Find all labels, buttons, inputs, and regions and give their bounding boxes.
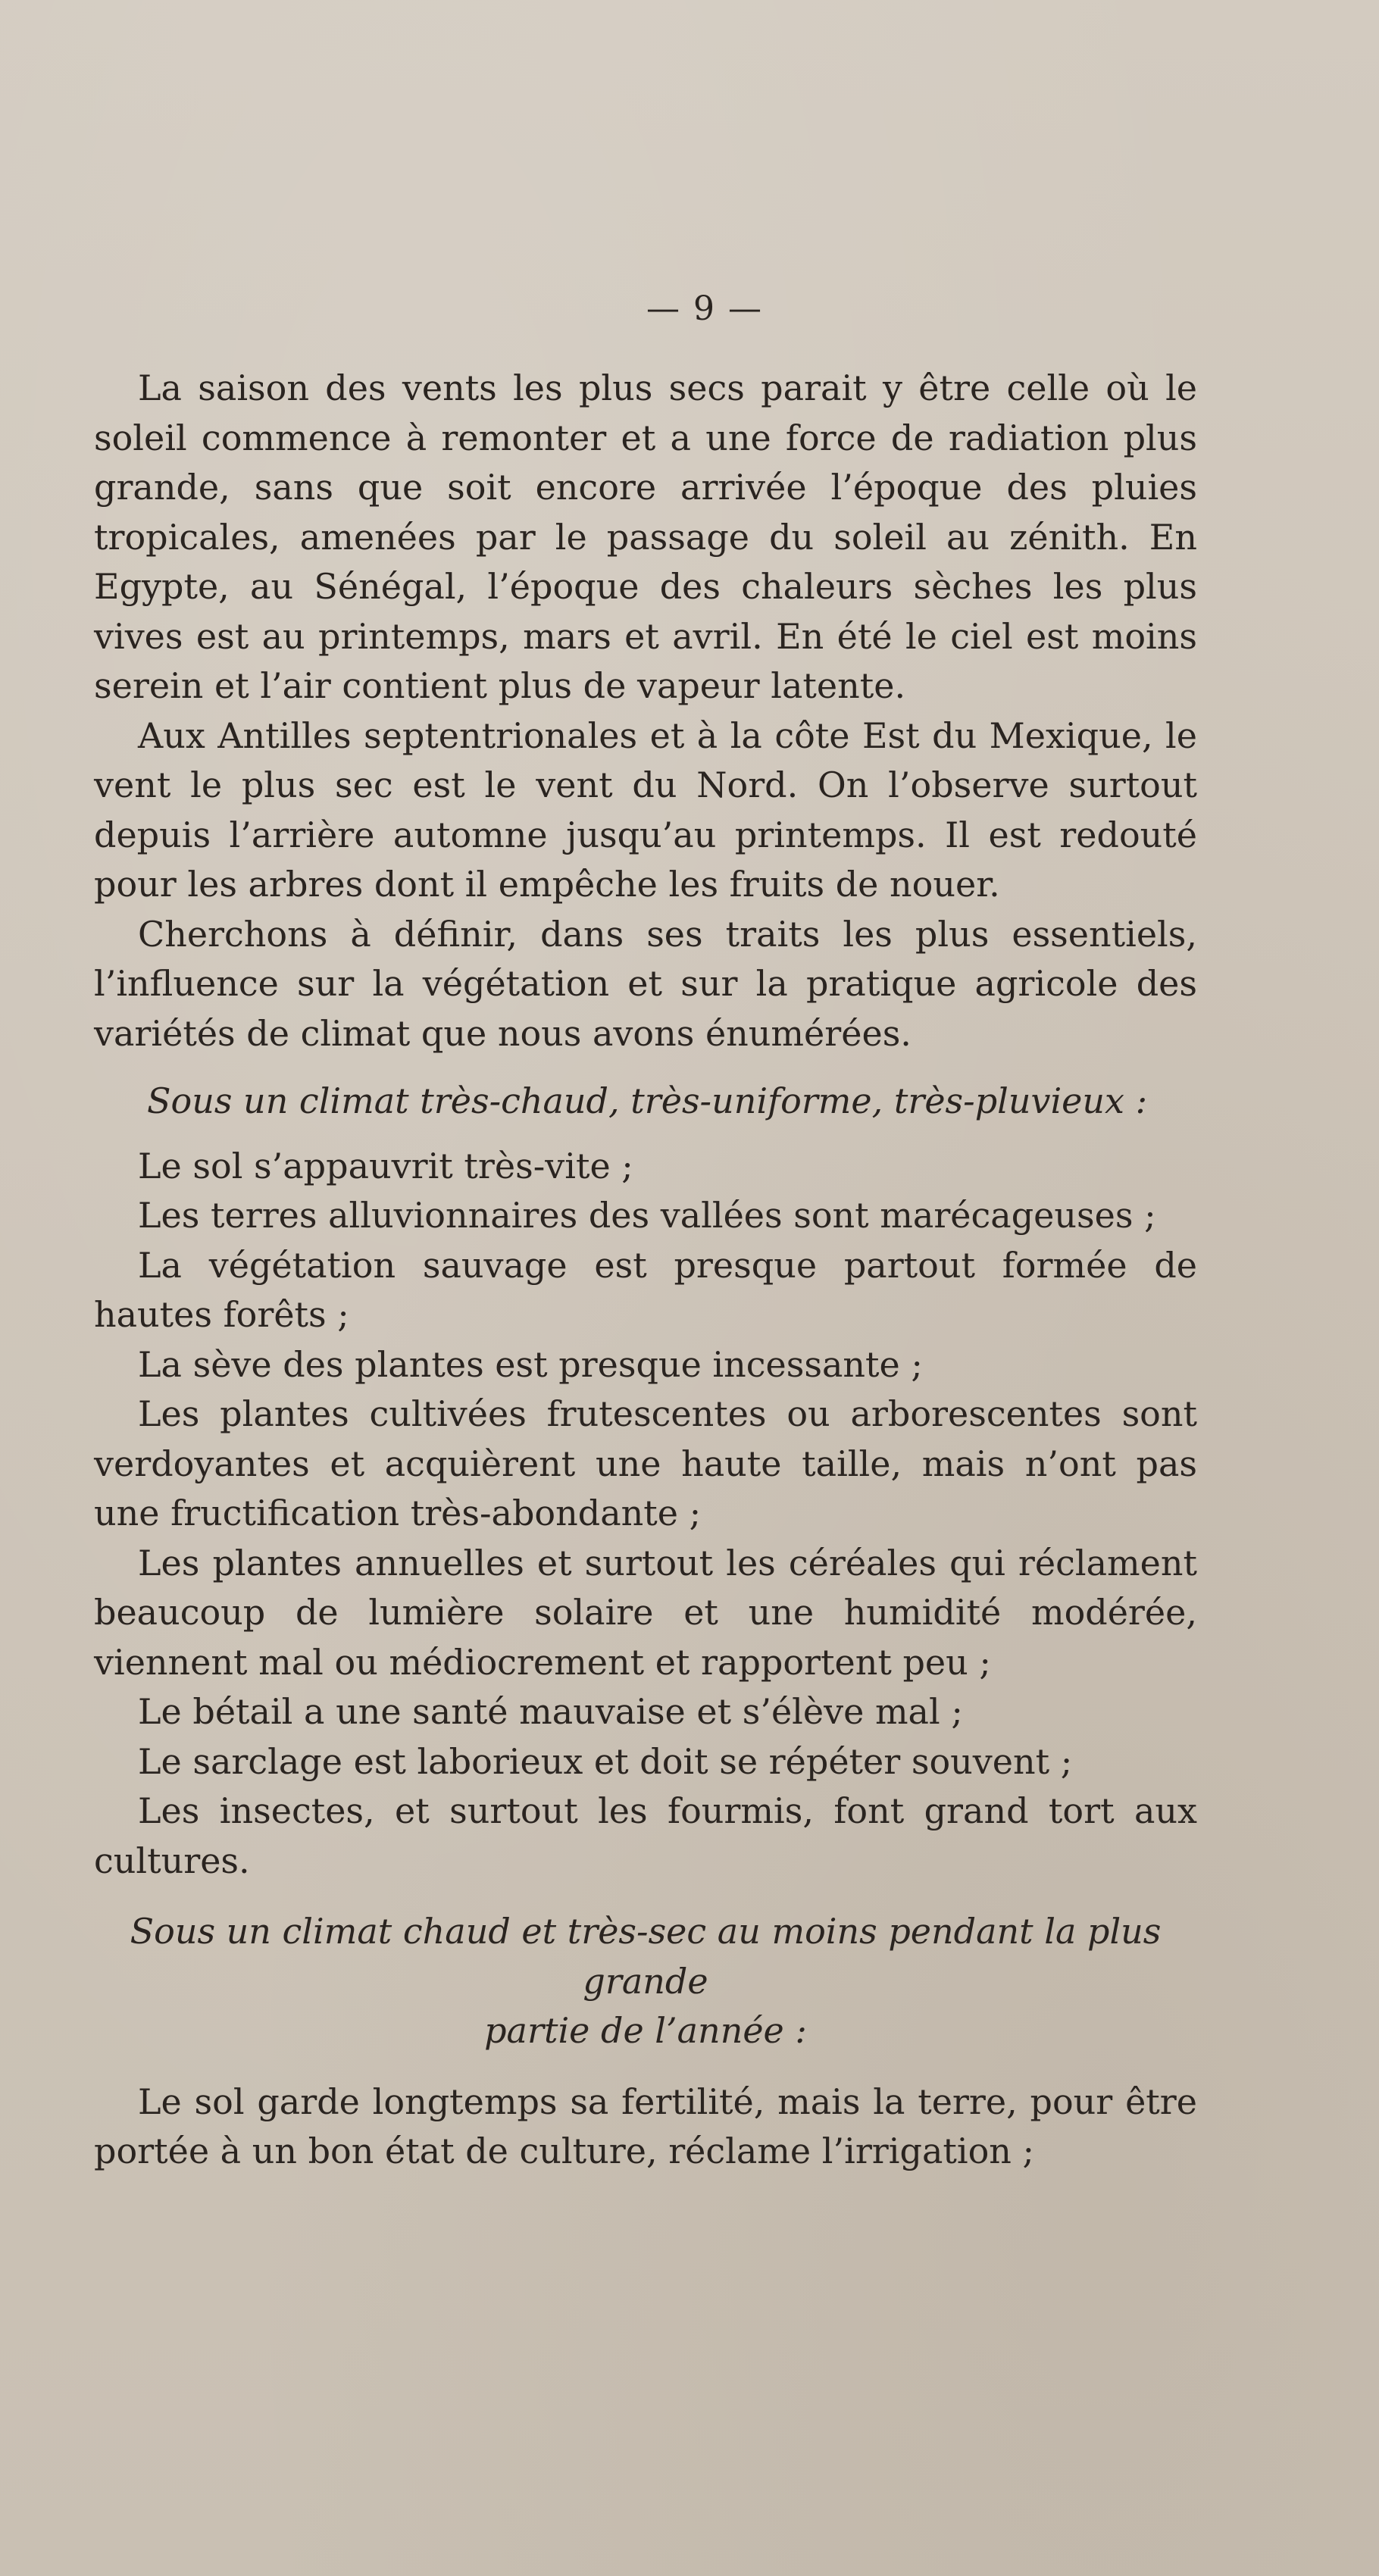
list-item: La sève des plantes est presque incessante ;: [138, 1343, 923, 1385]
paragraph: Cherchons à définir, dans ses traits les plus essentiels, l’influence sur la végétation et sur la pratique agricole des variétés de climat que nous avons énumérées.: [94, 913, 1197, 1054]
list-item: La végétation sauvage est presque partout formée de hautes forêts ;: [94, 1244, 1197, 1335]
list-item: Les terres alluvionnaires des vallées sont marécageuses ;: [138, 1195, 1156, 1236]
section-heading-line: partie de l’année :: [484, 2010, 807, 2051]
page-number: — 9 —: [646, 289, 763, 328]
section-heading-line: Sous un climat chaud et très-sec au moins pendant la plus grande: [130, 1911, 1162, 2002]
list-item: Le sol garde longtemps sa fertilité, mais la terre, pour être portée à un bon état de culture, réclame l’irrigation ;: [94, 2080, 1197, 2171]
list-item: Les plantes annuelles et surtout les céréales qui réclament beaucoup de lumière solaire et une humidité modérée, viennent mal ou médiocrement et rapportent peu ;: [94, 1542, 1197, 1683]
list-item: Les plantes cultivées frutescentes ou arborescentes sont verdoyantes et acquièrent une haute taille, mais n’ont pas une fructification très-abondante ;: [94, 1393, 1197, 1533]
paragraph: La saison des vents les plus secs parait y être celle où le soleil commence à remonter et a une force de radiation plus grande, sans que soit encore arrivée l’époque des pluies tropicales, amenées par le passage du soleil au zénith. En Egypte, au Sénégal, l’époque des chaleurs sèches les plus vives est au printemps, mars et avril. En été le ciel est moins serein et l’air contient plus de vapeur latente.: [94, 367, 1197, 706]
list-item: Le sol s’appauvrit très-vite ;: [138, 1145, 633, 1186]
paragraph: Aux Antilles septentrionales et à la côte Est du Mexique, le vent le plus sec est le vent du Nord. On l’observe surtout depuis l’arrière automne jusqu’au printemps. Il est redouté pour les arbres dont il empêche les fruits de nouer.: [94, 714, 1197, 905]
page-text: [94, 364, 1197, 2177]
list-item: Les insectes, et surtout les fourmis, font grand tort aux cultures.: [94, 1790, 1197, 1881]
section-heading: Sous un climat très-chaud, très-uniforme, très-pluvieux :: [147, 1080, 1148, 1121]
list-item: Le sarclage est laborieux et doit se répéter souvent ;: [138, 1740, 1073, 1782]
section-heading: [94, 1907, 1197, 2056]
list-item: Le bétail a une santé mauvaise et s’élève mal ;: [138, 1691, 963, 1732]
